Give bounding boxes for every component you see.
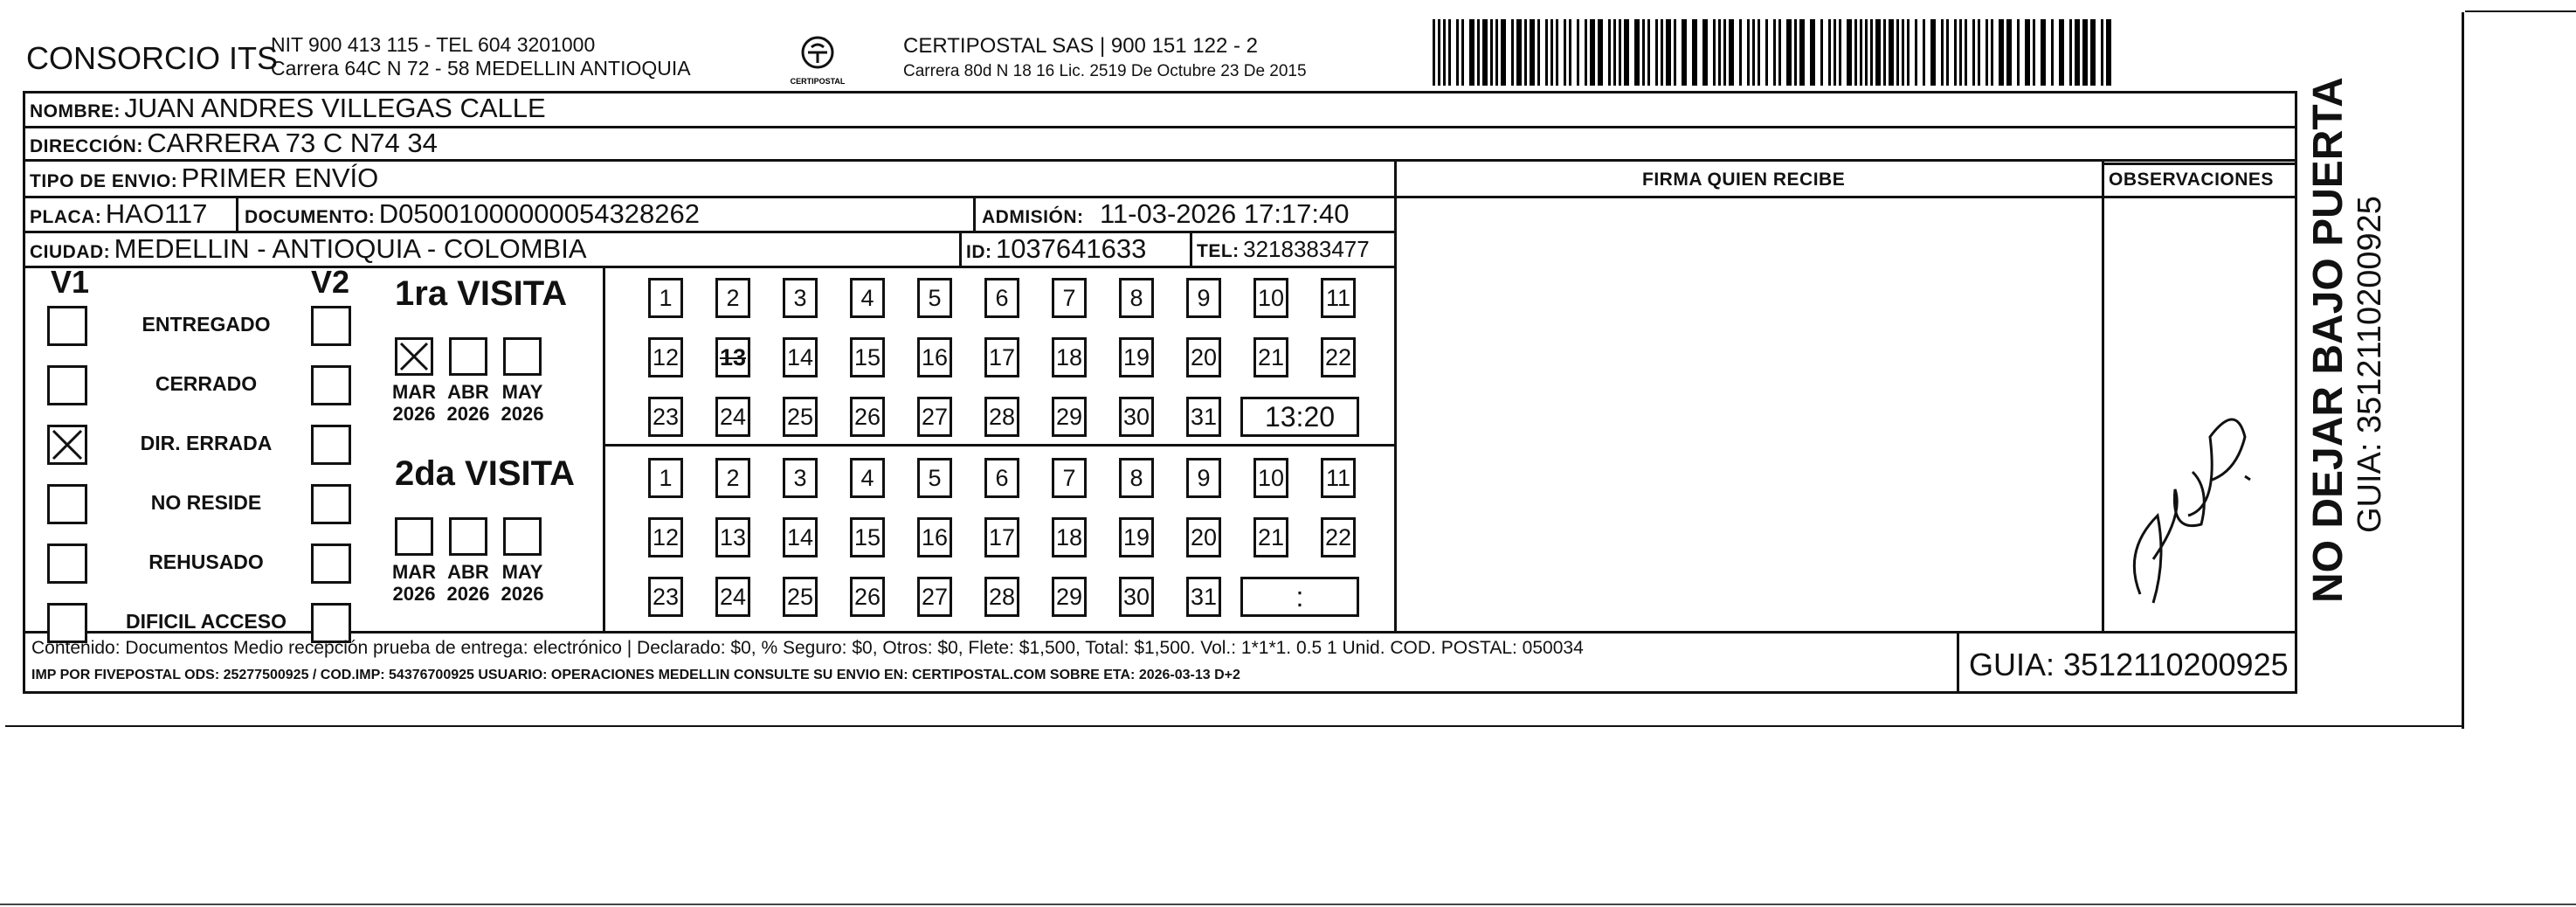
page-edge-lower [0, 904, 2576, 905]
day-box[interactable]: 21 [1253, 337, 1288, 377]
vrule-id [959, 231, 962, 267]
ciudad-cell [30, 233, 587, 265]
company-contact [271, 33, 691, 80]
no-dejar-bajo-puerta: NO DEJAR BAJO PUERTA [2305, 77, 2352, 603]
day-box[interactable]: 5 [917, 458, 952, 498]
day-box[interactable]: 8 [1119, 458, 1154, 498]
certipostal-license: Carrera 80d N 18 16 Lic. 2519 De Octubre 23 De 2015 [903, 62, 1307, 80]
footer-guia: GUIA: 3512110200925 [1969, 647, 2289, 682]
day-box[interactable]: 28 [984, 577, 1019, 617]
day-box[interactable]: 19 [1119, 337, 1154, 377]
day-box[interactable]: 2 [715, 458, 750, 498]
day-box[interactable]: 12 [648, 337, 683, 377]
day-box[interactable]: 23 [648, 577, 683, 617]
v1-checkbox[interactable] [47, 365, 87, 405]
placa-cell [30, 198, 207, 230]
month-label [442, 381, 494, 425]
day-box[interactable]: 13 [715, 517, 750, 557]
day-box[interactable]: 24 [715, 577, 750, 617]
documento-value: D05001000000054328262 [378, 198, 700, 229]
status-option-label: DIFICIL ACCESO [125, 610, 287, 633]
day-box[interactable]: 4 [850, 278, 885, 318]
day-box[interactable]: 1 [648, 458, 683, 498]
day-box[interactable]: 25 [783, 577, 818, 617]
v2-checkbox[interactable] [311, 425, 351, 465]
day-box[interactable]: 12 [648, 517, 683, 557]
day-box[interactable]: 20 [1186, 517, 1221, 557]
nombre-row [30, 93, 546, 124]
month-year: 2026 [392, 583, 436, 605]
second-visit-title: 2da VISITA [395, 454, 575, 493]
month-name: MAR [391, 561, 437, 583]
day-box[interactable]: 9 [1186, 458, 1221, 498]
page-edge-bottom [5, 725, 2463, 727]
day-box[interactable]: 17 [984, 337, 1019, 377]
day-box[interactable]: 2 [715, 278, 750, 318]
month-checkbox[interactable] [449, 337, 487, 376]
nombre-value: JUAN ANDRES VILLEGAS CALLE [124, 93, 546, 123]
day-box[interactable]: 27 [917, 577, 952, 617]
barcode [1433, 19, 2126, 86]
v2-checkbox[interactable] [311, 365, 351, 405]
month-year: 2026 [501, 583, 544, 605]
tipo-value: PRIMER ENVÍO [181, 163, 379, 193]
status-option-label: NO RESIDE [150, 491, 262, 514]
documento-label: DOCUMENTO: [245, 207, 376, 227]
day-box[interactable]: 29 [1052, 577, 1087, 617]
day-box[interactable]: 3 [783, 278, 818, 318]
day-box[interactable]: 7 [1052, 458, 1087, 498]
company-name: CONSORCIO ITS [26, 40, 279, 76]
month-label [388, 561, 440, 605]
vrule-admision [973, 196, 976, 232]
footer-contenido: Contenido: Documentos Medio recepción prueba de entrega: electrónico | Declarado: $0, % Seguro: $0, Otros: $0, Flete: $1,500, Total: $1,500. Vol.: 1*1*1. 0.5 1 Unid. COD. POSTAL: 050034 [31, 638, 1584, 658]
certipostal-nit: CERTIPOSTAL SAS | 900 151 122 - 2 [903, 34, 1258, 58]
id-label: ID: [966, 242, 992, 262]
month-name: MAY [501, 381, 543, 403]
day-box[interactable]: 27 [917, 397, 952, 437]
page-edge-right [2462, 12, 2464, 729]
day-box[interactable]: 26 [850, 397, 885, 437]
v2-checkbox[interactable] [311, 544, 351, 584]
rule-visit-split [603, 444, 1396, 447]
day-box[interactable]: 18 [1052, 337, 1087, 377]
day-box[interactable]: 31 [1186, 577, 1221, 617]
month-year: 2026 [501, 403, 544, 425]
day-box[interactable]: 24 [715, 397, 750, 437]
certipostal-logo [791, 33, 845, 87]
day-box[interactable]: 11 [1321, 458, 1356, 498]
first-visit-time[interactable]: 13:20 [1240, 397, 1359, 437]
certipostal-info [903, 33, 1307, 84]
day-box[interactable]: 10 [1253, 278, 1288, 318]
day-box[interactable]: 7 [1052, 278, 1087, 318]
company-address: Carrera 64C N 72 - 58 MEDELLIN ANTIOQUIA [271, 57, 691, 80]
vrule-placa [236, 196, 238, 232]
observaciones-label: OBSERVACIONES [2109, 170, 2274, 190]
admision-label: ADMISIÓN: [982, 207, 1084, 227]
tipo-row [30, 163, 378, 194]
ciudad-label: CIUDAD: [30, 242, 111, 262]
documento-cell [245, 198, 700, 230]
month-name: MAR [391, 381, 437, 403]
status-option-label: CERRADO [155, 372, 258, 395]
v1-header: V1 [51, 264, 90, 300]
month-year: 2026 [446, 403, 490, 425]
day-box[interactable]: 15 [850, 517, 885, 557]
day-box[interactable]: 19 [1119, 517, 1154, 557]
day-box[interactable]: 22 [1321, 337, 1356, 377]
day-box[interactable]: 14 [783, 517, 818, 557]
direccion-label: DIRECCIÓN: [30, 136, 143, 156]
month-name: MAY [501, 561, 543, 583]
day-box[interactable]: 16 [917, 337, 952, 377]
day-box[interactable]: 20 [1186, 337, 1221, 377]
vrule-firma [1394, 161, 1397, 633]
status-option-label: REHUSADO [148, 550, 264, 573]
day-box[interactable]: 1 [648, 278, 683, 318]
month-checkbox[interactable] [503, 517, 542, 556]
month-checkbox[interactable] [395, 337, 433, 376]
admision-value: 11-03-2026 17:17:40 [1099, 198, 1350, 229]
month-label [388, 381, 440, 425]
day-box[interactable]: 3 [783, 458, 818, 498]
month-name: ABR [447, 561, 489, 583]
admision-cell [982, 198, 1350, 230]
ciudad-value: MEDELLIN - ANTIOQUIA - COLOMBIA [114, 233, 587, 264]
direccion-value: CARRERA 73 C N74 34 [147, 128, 438, 158]
nit-line: NIT 900 413 115 - TEL 604 3201000 [271, 33, 596, 56]
day-box[interactable]: 21 [1253, 517, 1288, 557]
day-box[interactable]: 6 [984, 278, 1019, 318]
month-label [496, 561, 549, 605]
month-label [442, 561, 494, 605]
day-box[interactable]: 14 [783, 337, 818, 377]
tel-value: 3218383477 [1243, 236, 1370, 262]
month-year: 2026 [446, 583, 490, 605]
month-name: ABR [447, 381, 489, 403]
day-box[interactable]: 26 [850, 577, 885, 617]
month-label [496, 381, 549, 425]
month-checkbox[interactable] [449, 517, 487, 556]
direccion-row [30, 128, 438, 159]
firma-label: FIRMA QUIEN RECIBE [1642, 170, 1846, 190]
handwritten-signature [2105, 384, 2271, 612]
v1-checkbox[interactable] [47, 425, 87, 465]
vrule-visits [603, 266, 605, 631]
day-box[interactable]: 30 [1119, 577, 1154, 617]
day-box[interactable]: 4 [850, 458, 885, 498]
first-visit-title: 1ra VISITA [395, 274, 568, 313]
day-box[interactable]: 28 [984, 397, 1019, 437]
placa-label: PLACA: [30, 207, 102, 227]
day-box[interactable]: 5 [917, 278, 952, 318]
second-visit-time[interactable]: : [1240, 577, 1359, 617]
day-box[interactable]: 22 [1321, 517, 1356, 557]
day-box[interactable]: 16 [917, 517, 952, 557]
v2-checkbox[interactable] [311, 306, 351, 346]
logo-caption: CERTIPOSTAL [791, 77, 845, 86]
day-box[interactable]: 18 [1052, 517, 1087, 557]
footer-imp: IMP POR FIVEPOSTAL ODS: 25277500925 / COD.IMP: 54376700925 USUARIO: OPERACIONES MEDELLIN CONSULTE SU ENVIO EN: CERTIPOSTAL.COM SOBRE ETA: 2026-03-13 D+2 [31, 668, 1240, 682]
day-box[interactable]: 9 [1186, 278, 1221, 318]
id-cell [966, 233, 1146, 265]
tel-label: TEL: [1197, 241, 1240, 261]
tipo-label: TIPO DE ENVIO: [30, 171, 178, 191]
vrule-guia [1957, 631, 1959, 694]
vrule-obs [2102, 161, 2104, 633]
day-box[interactable]: 15 [850, 337, 885, 377]
month-checkbox[interactable] [395, 517, 433, 556]
day-box[interactable]: 10 [1253, 458, 1288, 498]
vrule-tel [1190, 231, 1192, 267]
v1-checkbox[interactable] [47, 484, 87, 524]
v2-checkbox[interactable] [311, 484, 351, 524]
side-guia: GUIA: 3512110200925 [2352, 196, 2388, 533]
month-checkbox[interactable] [503, 337, 542, 376]
placa-value: HAO117 [105, 198, 208, 229]
day-box[interactable]: 30 [1119, 397, 1154, 437]
day-box[interactable]: 17 [984, 517, 1019, 557]
rule-direccion [23, 159, 2297, 162]
day-box[interactable]: 29 [1052, 397, 1087, 437]
status-option-label: ENTREGADO [142, 313, 271, 336]
day-box[interactable]: 31 [1186, 397, 1221, 437]
month-year: 2026 [392, 403, 436, 425]
rule-obs-head [2102, 163, 2297, 165]
id-value: 1037641633 [995, 233, 1147, 264]
day-box[interactable]: 23 [648, 397, 683, 437]
day-box[interactable]: 11 [1321, 278, 1356, 318]
nombre-label: NOMBRE: [30, 101, 121, 121]
day-box[interactable]: 8 [1119, 278, 1154, 318]
day-box[interactable]: 25 [783, 397, 818, 437]
day-box[interactable]: 6 [984, 458, 1019, 498]
page-edge-top-right [2465, 10, 2576, 12]
v1-checkbox[interactable] [47, 544, 87, 584]
v1-checkbox[interactable] [47, 306, 87, 346]
v2-header: V2 [311, 264, 350, 300]
day-box[interactable]: 13 [715, 337, 750, 377]
status-option-label: DIR. ERRADA [140, 432, 273, 454]
tel-cell [1197, 236, 1370, 263]
